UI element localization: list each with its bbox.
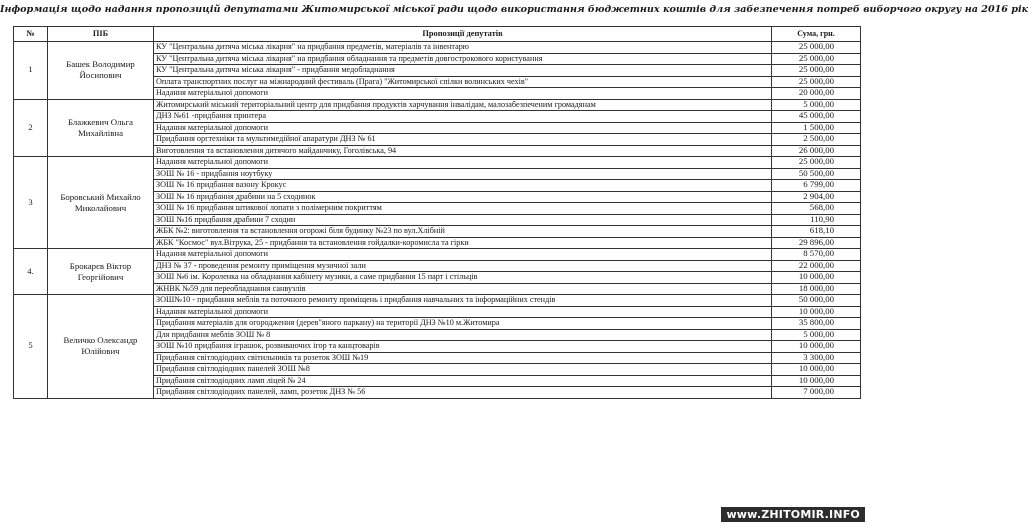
row-number: 3 <box>14 157 48 249</box>
proposal-sum: 1 500,00 <box>772 122 861 134</box>
header-proposals: Пропозиції депутатів <box>154 27 772 42</box>
table-header-row <box>14 27 861 42</box>
proposal-sum: 10 000,00 <box>772 341 861 353</box>
proposal-sum: 618,10 <box>772 226 861 238</box>
proposal-text: Придбання матеріалів для огородження (дерев"яного паркану) на території ДНЗ №10 м.Житомира <box>154 318 772 330</box>
proposal-sum: 20 000,00 <box>772 88 861 100</box>
page-title: Інформація щодо надання пропозицій депутатами Житомирської міської ради щодо використання бюджетних коштів для забезпечення потреб виборчого округу на 2016 рік <box>0 4 1028 15</box>
table-row <box>14 295 861 307</box>
proposal-sum: 25 000,00 <box>772 65 861 77</box>
proposal-text: ЗОШ № 16 придбання драбини на 5 сходинок <box>154 191 772 203</box>
row-number: 1 <box>14 42 48 100</box>
proposal-sum: 2 500,00 <box>772 134 861 146</box>
proposal-sum: 50 500,00 <box>772 168 861 180</box>
proposal-sum: 7 000,00 <box>772 387 861 399</box>
row-number: 5 <box>14 295 48 399</box>
proposal-sum: 5 000,00 <box>772 329 861 341</box>
proposal-sum: 25 000,00 <box>772 53 861 65</box>
proposal-text: ЖБК "Космос" вул.Вітрука, 25 - придбання та встановлення гойдалки-коромисла та гірки <box>154 237 772 249</box>
table-row <box>14 249 861 261</box>
proposal-text: Придбання світлодіодних панелей ЗОШ №8 <box>154 364 772 376</box>
proposal-sum: 10 000,00 <box>772 272 861 284</box>
header-name: ПІБ <box>48 27 154 42</box>
proposal-sum: 35 800,00 <box>772 318 861 330</box>
proposal-sum: 18 000,00 <box>772 283 861 295</box>
proposal-text: ЗОШ № 16 придбання вазону Крокус <box>154 180 772 192</box>
proposal-text: Придбання світлодіодних ламп ліцей № 24 <box>154 375 772 387</box>
proposal-text: Придбання світлодіодних панелей, ламп, розеток ДНЗ № 56 <box>154 387 772 399</box>
proposal-sum: 25 000,00 <box>772 42 861 54</box>
proposal-text: ДНЗ №61 -придбання принтера <box>154 111 772 123</box>
proposal-sum: 10 000,00 <box>772 306 861 318</box>
proposal-text: Житомирський міський територіальний центр для придбання продуктів харчування інвалідам, малозабезпеченим громадянам <box>154 99 772 111</box>
header-num: № <box>14 27 48 42</box>
proposal-sum: 45 000,00 <box>772 111 861 123</box>
proposal-text: ЖНВК №59 для переобладнання санвузлів <box>154 283 772 295</box>
proposal-text: Надання матеріальної допомоги <box>154 122 772 134</box>
proposal-sum: 50 000,00 <box>772 295 861 307</box>
proposal-text: ДНЗ № 37 - проведення ремонту приміщення музичної зали <box>154 260 772 272</box>
proposal-text: Оплата транспортних послуг на міжнародний фестиваль (Прага) "Житомирської спілки волинських чехів" <box>154 76 772 88</box>
proposal-text: КУ "Центральна дитяча міська лікарня" на придбання обладнання та предметів довгострокового користування <box>154 53 772 65</box>
proposal-text: Придбання оргтехніки та мультимедійної апаратури ДНЗ № 61 <box>154 134 772 146</box>
proposal-sum: 25 000,00 <box>772 157 861 169</box>
proposal-text: Надання матеріальної допомоги <box>154 157 772 169</box>
table-row <box>14 157 861 169</box>
proposal-text: Надання матеріальної допомоги <box>154 249 772 261</box>
proposal-sum: 29 896,00 <box>772 237 861 249</box>
proposal-text: Надання матеріальної допомоги <box>154 306 772 318</box>
row-number: 4. <box>14 249 48 295</box>
proposal-sum: 25 000,00 <box>772 76 861 88</box>
proposal-text: ЗОШ №6 ім. Короленка на обладнання кабінету музики, а саме придбання 15 парт і стільців <box>154 272 772 284</box>
table-row <box>14 99 861 111</box>
table-row <box>14 42 861 54</box>
row-number: 2 <box>14 99 48 157</box>
proposal-sum: 568,00 <box>772 203 861 215</box>
deputy-name: Брокарєв Віктор Георгійович <box>48 249 154 295</box>
proposal-sum: 26 000,00 <box>772 145 861 157</box>
proposal-sum: 10 000,00 <box>772 375 861 387</box>
proposal-text: КУ "Центральна дитяча міська лікарня" на придбання предметів, матеріалів та інвентарю <box>154 42 772 54</box>
deputy-name: Башек Володимир Йосипович <box>48 42 154 100</box>
proposal-text: КУ "Центральна дитяча міська лікарня" - придбання медобладнання <box>154 65 772 77</box>
proposal-text: ЗОШ №10 придбання іграшок, розвиваючих ігор та канцтоварів <box>154 341 772 353</box>
proposal-text: ЖБК №2: виготовлення та встановлення огорожі біля будинку №23 по вул.Хлібній <box>154 226 772 238</box>
watermark: www.ZHITOMIR.INFO <box>721 507 865 522</box>
table-body <box>14 42 861 399</box>
proposal-sum: 3 300,00 <box>772 352 861 364</box>
proposal-text: Надання матеріальної допомоги <box>154 88 772 100</box>
proposal-sum: 8 570,00 <box>772 249 861 261</box>
proposal-text: ЗОШ № 16 придбання штикової лопати з полімерним покриттям <box>154 203 772 215</box>
proposals-table <box>13 26 861 399</box>
proposal-sum: 110,90 <box>772 214 861 226</box>
header-sum: Сума, грн. <box>772 27 861 42</box>
proposal-text: ЗОШ №16 придбання драбини 7 сходин <box>154 214 772 226</box>
proposal-text: ЗОШ№10 - придбання меблів та поточного ремонту приміщень і придбання навчальних та інформаційних стендів <box>154 295 772 307</box>
proposal-sum: 22 000,00 <box>772 260 861 272</box>
proposal-text: Виготовлення та встановлення дитячого майданчику, Гоголівська, 94 <box>154 145 772 157</box>
proposal-text: Для придбання меблів ЗОШ № 8 <box>154 329 772 341</box>
deputy-name: Величко Олександр Юлійович <box>48 295 154 399</box>
proposal-sum: 10 000,00 <box>772 364 861 376</box>
proposal-sum: 6 799,00 <box>772 180 861 192</box>
proposal-text: ЗОШ № 16 - придбання ноутбуку <box>154 168 772 180</box>
proposal-sum: 5 000,00 <box>772 99 861 111</box>
proposal-text: Придбання світлодіодних світильників та розеток ЗОШ №19 <box>154 352 772 364</box>
proposal-sum: 2 904,00 <box>772 191 861 203</box>
deputy-name: Блажкевич Ольга Михайлівна <box>48 99 154 157</box>
deputy-name: Боровський Михайло Миколайович <box>48 157 154 249</box>
